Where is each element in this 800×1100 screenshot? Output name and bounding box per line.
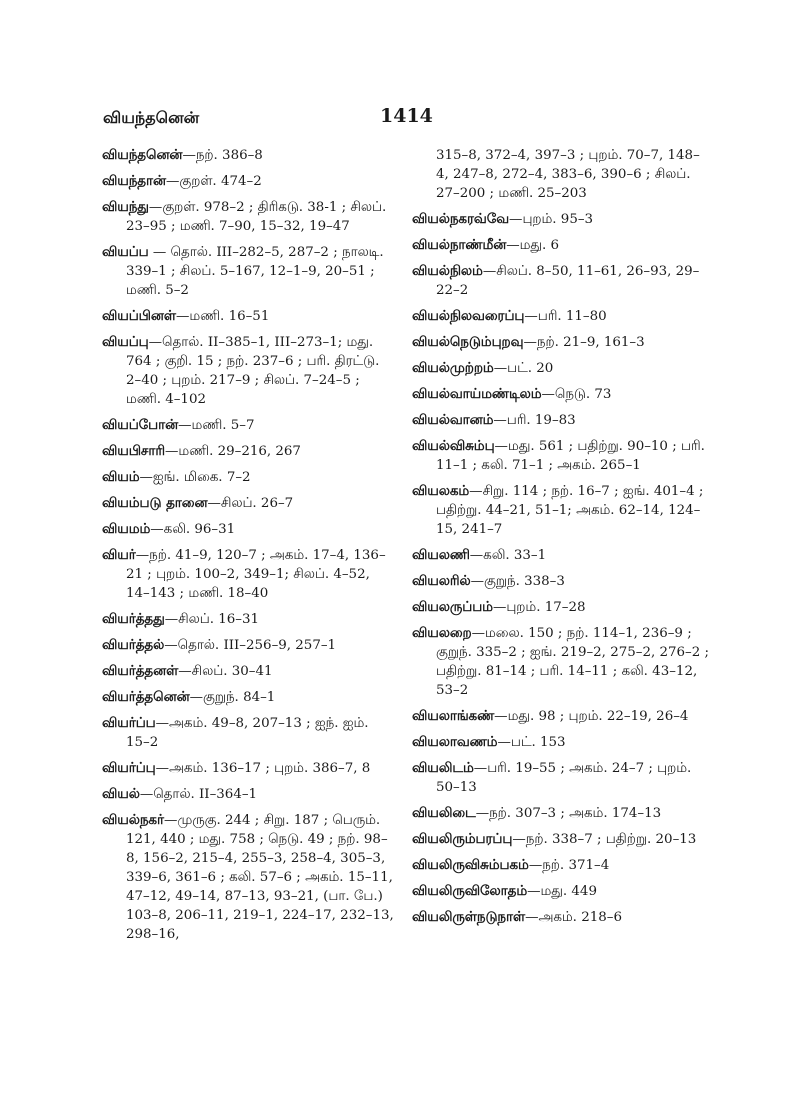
entry-headword: வியலிருள்நடுநாள் [412, 909, 526, 925]
entry-headword: வியல்நெடும்புறவு [412, 334, 524, 350]
entry-references: —நற். 307–3 ; அகம். 174–13 [475, 806, 662, 821]
index-entry [412, 830, 712, 849]
entry-headword: வியலிருவிசும்பகம் [412, 857, 529, 873]
entry-headword: வியல்விசும்பு [412, 438, 495, 454]
index-entry [412, 624, 712, 700]
entry-references: —மலை. 150 ; நற். 114–1, 236–9 ; குறுந். 335–2 ; ஐங். 219–2, 275–2, 276–2 ; பதிற்று. 81–14 ; பரி. 14–11 ; கலி. 43–12, 53–2 [436, 626, 710, 698]
entry-headword: வியலாங்கண் [412, 708, 495, 724]
index-entry [102, 759, 394, 778]
entry-references: —நற். 41–9, 120–7 ; அகம். 17–4, 136–21 ; புறம். 100–2, 349–1; சிலப். 4–52, 14–143 ; மணி. 18–40 [126, 548, 386, 601]
entry-references: —பரி. 19–83 [493, 413, 576, 428]
entry-references: —சிலப். 30–41 [178, 664, 273, 679]
index-entry [102, 636, 394, 655]
index-entry [412, 856, 712, 875]
continued-entry: 315–8, 372–4, 397–3 ; புறம். 70–7, 148–4, 247–8, 272–4, 383–6, 390–6 ; சிலப். 27–200 ; மணி. 25–203 [436, 148, 700, 201]
entry-references: — தொல். III–282–5, 287–2 ; நாலடி. 339–1 ; சிலப். 5–167, 12–1–9, 20–51 ; மணி. 5–2 [126, 245, 384, 298]
entry-headword: வியர் [102, 547, 136, 563]
entry-headword: வியர்ப்ப [102, 715, 156, 731]
entry-references: —மது. 98 ; புறம். 22–19, 26–4 [494, 709, 689, 724]
index-entry [102, 468, 394, 487]
entry-references: —மது. 561 ; பதிற்று. 90–10 ; பரி. 11–1 ; கலி. 71–1 ; அகம். 265–1 [436, 439, 705, 473]
entry-references: —புறம். 95–3 [509, 212, 594, 227]
entry-headword: வியல்நாண்மீன் [412, 237, 507, 253]
right-column [412, 146, 712, 934]
entry-headword: வியம்படு தானை [102, 495, 208, 511]
entry-references: —பட். 153 [497, 735, 566, 750]
index-entry [102, 688, 394, 707]
entry-headword: வியர்த்தனென் [102, 689, 190, 705]
entry-references: —சிலப். 26–7 [207, 496, 294, 511]
index-entry [412, 598, 712, 617]
entry-headword: வியலரில் [412, 573, 471, 589]
entry-headword: வியப்பு [102, 334, 149, 350]
index-entry [412, 437, 712, 475]
entry-references: —பரி. 19–55 ; அகம். 24–7 ; புறம். 50–13 [436, 761, 692, 795]
entry-headword: வியல்நிலவரைப்பு [412, 308, 525, 324]
entry-headword: வியப்போன் [102, 417, 179, 433]
index-entry [102, 811, 394, 944]
entry-references: —தொல். II–385–1, III–273–1; மது. 764 ; குறி. 15 ; நற். 237–6 ; பரி. திரட்டு. 2–40 ; புறம். 217–9 ; சிலப். 7–24–5 ; மணி. 4–102 [126, 335, 380, 407]
index-entry [102, 416, 394, 435]
entry-headword: வியலறை [412, 625, 472, 641]
entry-references: —நெடு. 73 [541, 387, 612, 402]
index-entry [412, 804, 712, 823]
index-entry [412, 882, 712, 901]
entry-headword: வியர்த்தல் [102, 637, 165, 653]
entry-references: —சிலப். 16–31 [164, 612, 260, 627]
index-entry [102, 333, 394, 409]
entry-references: —மணி. 29–216, 267 [164, 444, 301, 459]
index-entry [102, 146, 394, 165]
entry-headword: வியலிரும்பரப்பு [412, 831, 513, 847]
index-entry [412, 546, 712, 565]
entry-references: —மது. 6 [506, 238, 560, 253]
entry-headword: வியல் [102, 786, 140, 802]
index-entry [412, 908, 712, 927]
entry-headword: வியபிசாரி [102, 443, 165, 459]
entry-headword: வியம் [102, 469, 140, 485]
index-entry [412, 707, 712, 726]
entry-references: —நற். 371–4 [528, 858, 610, 873]
entry-headword: வியல்முற்றம் [412, 360, 494, 376]
entry-headword: வியல்வானம் [412, 412, 494, 428]
entry-references: —சிறு. 114 ; நற். 16–7 ; ஐங். 401–4 ; பதிற்று. 44–21, 51–1; அகம். 62–14, 124–15, 241–7 [436, 484, 704, 537]
entry-references: —குறள். 978–2 ; திரிகடு. 38-1 ; சிலப். 23–95 ; மணி. 7–90, 15–32, 19–47 [126, 200, 387, 234]
entry-references: —குறள். 474–2 [166, 174, 262, 189]
page-number: 1414 [380, 105, 433, 127]
entry-references: —நற். 338–7 ; பதிற்று. 20–13 [512, 832, 697, 847]
entry-headword: வியலகம் [412, 483, 470, 499]
index-entry [102, 494, 394, 513]
entry-references: —சிலப். 8–50, 11–61, 26–93, 29–22–2 [436, 264, 700, 298]
entry-references: —தொல். III–256–9, 257–1 [164, 638, 337, 653]
entry-references: —அகம். 218–6 [525, 910, 622, 925]
entry-references: —கலி. 33–1 [469, 548, 547, 563]
index-entry [102, 243, 394, 300]
entry-references: —அகம். 49–8, 207–13 ; ஐந். ஐம். 15–2 [126, 716, 369, 750]
entry-headword: வியர்ப்பு [102, 760, 156, 776]
entry-references: —கலி. 96–31 [150, 522, 236, 537]
index-entry [412, 210, 712, 229]
index-entry [102, 198, 394, 236]
entry-headword: வியர்த்தனள் [102, 663, 179, 679]
index-entry [102, 610, 394, 629]
index-entry [412, 385, 712, 404]
index-entry [102, 714, 394, 752]
entry-references: —மது. 449 [527, 884, 597, 899]
entry-references: —நற். 21–9, 161–3 [523, 335, 645, 350]
entry-references: —பரி. 11–80 [524, 309, 607, 324]
entry-references: —அகம். 136–17 ; புறம். 386–7, 8 [155, 761, 371, 776]
index-entry [412, 411, 712, 430]
entry-references: —முருகு. 244 ; சிறு. 187 ; பெரும். 121, 440 ; மது. 758 ; நெடு. 49 ; நற். 98–8, 156–2, 215–4, 255–3, 258–4, 305–3, 339–6, 361–6 ; கலி. 57–6 ; அகம். 15–11, 47–12, 49–14, 87–13, 93–21, (பா. பே.) 103–8, 206–11, 219–1, 224–17, 232–13, 298–16, [126, 813, 394, 942]
entry-headword: வியலிடை [412, 805, 476, 821]
entry-references: —தொல். II–364–1 [139, 787, 258, 802]
entry-headword: வியந்தனென் [102, 147, 183, 163]
index-entry [102, 662, 394, 681]
index-entry [102, 546, 394, 603]
entry-headword: வியர்த்தது [102, 611, 165, 627]
entry-headword: வியப்பினள் [102, 308, 176, 324]
entry-references: —புறம். 17–28 [492, 600, 586, 615]
running-head: வியந்தனென் [103, 108, 200, 127]
index-entry [412, 262, 712, 300]
entry-references: —குறுந். 84–1 [189, 690, 276, 705]
entry-references: —ஐங். மிகை. 7–2 [139, 470, 251, 485]
entry-headword: வியல்நகர் [102, 812, 164, 828]
index-entry [102, 172, 394, 191]
entry-headword: வியலணி [412, 547, 470, 563]
index-entry [412, 359, 712, 378]
entry-references: —மணி. 16–51 [175, 309, 270, 324]
entry-references: —மணி. 5–7 [178, 418, 255, 433]
entry-references: —குறுந். 338–3 [470, 574, 565, 589]
left-column [102, 146, 394, 951]
entry-headword: வியல்வாய்மண்டிலம் [412, 386, 542, 402]
index-entry [412, 572, 712, 591]
index-entry [412, 307, 712, 326]
right-column-entries [412, 210, 712, 927]
entry-references: —பட். 20 [493, 361, 554, 376]
entry-headword: வியப்ப [102, 244, 149, 260]
index-entry [102, 520, 394, 539]
index-entry [412, 236, 712, 255]
index-entry [102, 307, 394, 326]
entry-headword: வியலிடம் [412, 760, 474, 776]
index-entry [412, 333, 712, 352]
index-entry [102, 442, 394, 461]
index-entry [412, 733, 712, 752]
entry-headword: வியலிருவிலோதம் [412, 883, 528, 899]
entry-headword: வியந்து [102, 199, 149, 215]
index-entry [412, 759, 712, 797]
index-entry [102, 785, 394, 804]
entry-headword: வியந்தான் [102, 173, 167, 189]
entry-headword: வியல்நிலம் [412, 263, 483, 279]
entry-headword: வியலாவணம் [412, 734, 498, 750]
entry-references: —நற். 386–8 [182, 148, 263, 163]
entry-headword: வியமம் [102, 521, 151, 537]
index-entry [412, 482, 712, 539]
entry-headword: வியலருப்பம் [412, 599, 493, 615]
entry-headword: வியல்நகரவ்வே [412, 211, 510, 227]
